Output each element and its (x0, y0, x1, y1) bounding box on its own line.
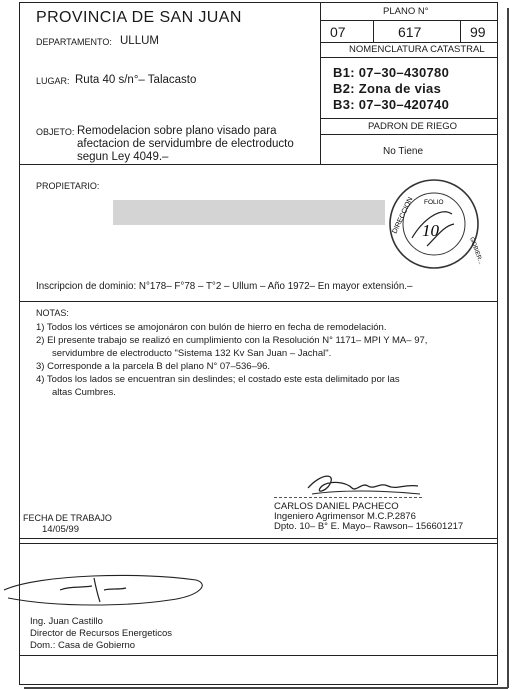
seal-text-side: GOBIER... (468, 236, 484, 266)
nota-3: 3) Corresponde a la parcela B del plano N° 07–536–96. (36, 361, 271, 372)
plano-cell-div-1 (373, 20, 374, 42)
plano-line-4 (320, 118, 498, 119)
fecha-value: 14/05/99 (42, 524, 79, 535)
authority-address: Dom.: Casa de Gobierno (30, 640, 136, 651)
lugar-value: Ruta 40 s/n°– Talacasto (75, 74, 197, 86)
notas-title: NOTAS: (36, 308, 69, 318)
nomenclatura-b1: B1: 07–30–430780 (333, 65, 450, 80)
nota-2: 2) El presente trabajo se realizó en cumplimiento con la Resolución N° 1171– MPI Y MA– 97, (36, 335, 428, 346)
frame-top (19, 2, 498, 3)
redacted-owner-name (113, 200, 385, 225)
bottom-band-line (19, 655, 498, 656)
plano-line-5 (320, 134, 498, 135)
professional-name: CARLOS DANIEL PACHECO (274, 501, 399, 512)
authority-name: Ing. Juan Castillo (30, 616, 103, 627)
inscripcion-text: Inscripcion de dominio: N°178– F°78 – T°2 – Ullum – Año 1972– En mayor extensión.– (36, 281, 413, 292)
departamento-label: DEPARTAMENTO: (36, 37, 112, 47)
seal-number: 10 (422, 221, 439, 240)
padron-title: PADRON DE RIEGO (368, 121, 458, 132)
professional-title: Ingeniero Agrimensor M.C.P.2876 (274, 511, 416, 522)
authority-signature (0, 568, 215, 618)
plano-cell-div-2 (460, 20, 461, 42)
seal-text-top: DIRECCION (391, 196, 415, 235)
section-line-2 (19, 543, 498, 544)
authority-signature-marks (60, 578, 126, 602)
plano-cell-2: 617 (398, 24, 422, 40)
frame-bottom (19, 684, 498, 685)
frame-right (497, 2, 498, 685)
objeto-line-1: Remodelacion sobre plano visado para (77, 125, 277, 137)
objeto-line-3: segun Ley 4049.– (77, 151, 169, 163)
plano-line-3 (320, 57, 498, 58)
frame-shadow-right (507, 8, 509, 688)
plano-line-2 (320, 42, 498, 43)
section-line-1 (19, 538, 498, 539)
professional-signature (300, 468, 430, 504)
plano-cell-3: 99 (470, 24, 486, 40)
lugar-label: LUGAR: (36, 76, 70, 86)
nomenclatura-title: NOMENCLATURA CATASTRAL (349, 44, 485, 55)
province-title: PROVINCIA DE SAN JUAN (36, 9, 242, 26)
nomenclatura-b2: B2: Zona de vias (333, 81, 442, 96)
nota-1: 1) Todos los vértices se amojonáron con bulón de hierro en fecha de remodelación. (36, 322, 387, 333)
authority-position: Director de Recursos Energeticos (30, 628, 173, 639)
seal-folio: FOLIO (424, 199, 444, 206)
nota-4-cont: altas Cumbres. (52, 387, 116, 398)
official-seal (382, 176, 492, 276)
signature-stroke-1 (308, 476, 418, 491)
departamento-value: ULLUM (120, 35, 159, 47)
nota-4: 4) Todos los lados se encuentran sin deslindes; el costado este esta delimitado por las (36, 374, 400, 385)
inscripcion-bottom-line (19, 301, 498, 302)
nomenclatura-b3: B3: 07–30–420740 (333, 97, 450, 112)
plano-cell-1: 07 (330, 24, 346, 40)
propietario-label: PROPIETARIO: (36, 181, 100, 191)
padron-value: No Tiene (383, 146, 424, 157)
signature-stroke-2 (312, 491, 420, 494)
plano-title: PLANO N° (383, 6, 429, 17)
objeto-line-2: afectacion de servidumbre de electroducto (77, 138, 294, 150)
professional-sign-line (274, 497, 422, 498)
authority-signature-loop (4, 575, 202, 605)
header-bottom-line (19, 164, 498, 165)
plano-line-1 (320, 20, 498, 21)
nota-2-cont: servidumbre de electroducto "Sistema 132 Kv San Juan – Jachal". (52, 348, 332, 359)
fecha-label: FECHA DE TRABAJO (23, 513, 112, 523)
objeto-label: OBJETO: (36, 127, 75, 137)
professional-address: Dpto. 10– B° E. Mayo– Rawson– 156601217 (274, 521, 464, 532)
plano-box-left (320, 2, 321, 164)
